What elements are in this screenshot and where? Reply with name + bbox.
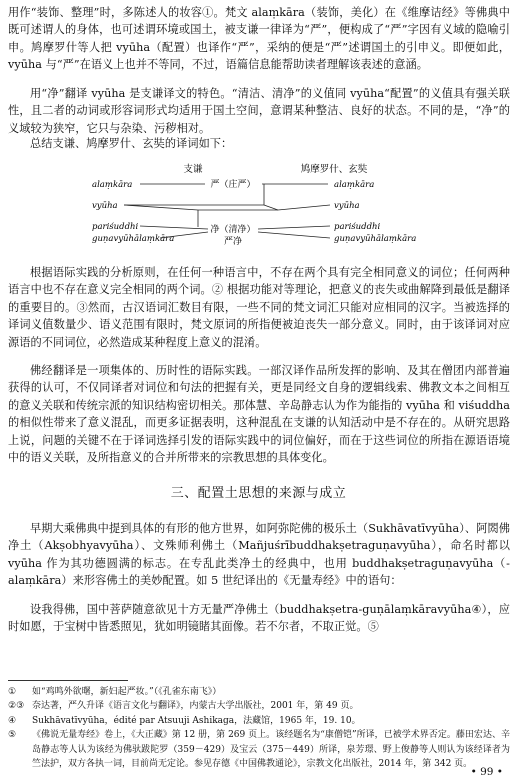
footnote-3	[8, 714, 510, 728]
connector-right-guna	[258, 232, 330, 238]
footnotes	[8, 685, 510, 771]
left-term-gunavyuhalamkara: guṇavyūhālaṃkāra	[92, 234, 175, 244]
diagram-right-title: 鸠摩罗什、玄奘	[300, 164, 368, 175]
footnote-text: 如“鸡鸣外欲曙，新妇起严妆。”（《孔雀东南飞》）	[32, 687, 222, 697]
diagram-mid-bottom-2: 严净	[223, 237, 243, 247]
right-term-vyuha: vyūha	[334, 201, 360, 211]
footnote-mark: ⑤	[8, 730, 17, 741]
footnote-mark: ②③	[8, 701, 25, 712]
diagram-mid-bottom-1: 净（清净）	[210, 225, 256, 235]
connector-right-parisuddhi	[258, 226, 330, 229]
connector-right-vyuha	[278, 205, 330, 210]
left-term-parisuddhi: pariśuddhi	[92, 222, 139, 232]
right-term-alamkara: alaṃkāra	[334, 180, 375, 190]
footnote-text: 《佛说无量寿经》卷上，《大正藏》第 12 册，第 269 页上。该经题名为“康僧铠”所译，已被学术界否定。藤田宏达、辛岛静志等人认为该经为佛驮跋陀罗（359－429）及宝云（375－449）所译，泉芳璟、野上俊静等人则认为该经译者为竺法护，双方各执一词，目前尚无定论。参见存德《中国佛教通论》，宗教文化出版社，2014 年，第 342 页。	[32, 730, 510, 770]
left-term-alamkara: alaṃkāra	[92, 180, 133, 190]
left-term-vyuha: vyūha	[92, 201, 118, 211]
section-heading: 三、配置土思想的来源与成立	[170, 486, 347, 501]
paragraph-2: 用“净”翻译 vyūha 是支谦译文的特色。“清洁、清净”的义值同 vyūha“配置”的义值具有强关联性，且二者的动词或形容词形式均适用于国土空间，意谓某种整洁、良好的状态。不同的是，“净”的义域较为狭窄，它只与杂染、污秽相对。	[8, 87, 510, 135]
scripture-quote: 设我得佛，国中菩萨随意欲见十方无量严净佛土（buddhakṣetra-guṇālaṃkāravyūha④），应时如愿，于宝树中皆悉照见，犹如明镜睹其面像。若不尔者，不取正觉。⑤	[8, 603, 510, 634]
paragraph-6: 早期大乘佛典中提到具体的有形的他方世界，如阿弥陀佛的极乐土（Sukhāvatīvyūha）、阿閦佛净土（Akṣobhyavyūha）、文殊师利佛土（Mañjuśrībuddhakṣetraguṇavyūha），命名时都以 vyūha 作为其功德圆满的标志。在专乱此类净土的经典中，也用 buddhakṣetraguṇavyūha（-alaṃkāra）来形容佛土的美妙配置。如 5 世纪译出的《无量寿经》中的语句：	[8, 522, 510, 588]
right-term-parisuddhi: pariśuddhi	[334, 222, 381, 232]
connector-left-vyuha-bend	[124, 205, 198, 210]
diagram-mid-top: 严（庄严）	[210, 180, 256, 190]
diagram-left-title: 支谦	[183, 164, 203, 175]
footnote-4	[8, 728, 510, 771]
footnote-rule	[8, 680, 128, 681]
paragraph-4: 根据语际实践的分析原则，在任何一种语言中，不存在两个具有完全相同意义的词位；任何两种语言中也不存在意义完全相同的两个词。② 根据功能对等理论，把意义的丧失或曲解降到最低是翻译的重要目的。③然而，古汉语词汇数目有限，一些不同的梵文词汇只能对应相同的汉字。当被选择的译词义值数量少、语义范围有限时，梵文原词的所指便被迫丧失一部分意义。同时，由于该译词对应源语的不同词位，必然造成某种程度上意义的混淆。	[8, 266, 510, 349]
footnote-text: 奈达著，严久升译《语言文化与翻译》，内蒙古大学出版社，2001 年，第 49 页。	[32, 701, 359, 712]
paragraph-5: 佛经翻译是一项集体的、历时性的语际实践。一部汉译作品所发挥的影响、及其在僧团内部普遍获得的认可，不仅同译者对词位和句法的把握有关，更是同经文自身的逻辑线索、佛教文本之间相互的意义关联和传统宗派的知识结构密切相关。那体慧、辛岛静志认为作为能指的 vyūha 和 viśuddha 的相似性带来了意义混乱，而更多证据表明，这种混乱在支谦的认知活动中是不存在的。从研究思路上说，问题的关键不在于译词选择引发的语际实践中的词位偏好，而在于这些词位的所指在源语语境中的语义关联，及所指意义的合并所带来的宗教思想的具体变化。	[8, 364, 510, 465]
page-number: • 99 •	[470, 766, 503, 778]
paragraph-1: 用作“装饰、整理”时，多陈述人的妆容①。梵文 alaṃkāra（装饰，美化）在《维摩诘经》等佛典中既可述谓人的身体，也可述谓环境或国土，被支谦一律译为“严”，便构成了“严”字因有义域的隐喻引申。鸠摩罗什等人把 vyūha（配置）也译作“严”，采纳的便是“严”述谓国土的引申义。即便如此，vyūha 与“严”在语义上也并不等同，不过，语篇信息能帮助读者理解该表述的意涵。	[8, 6, 510, 72]
connector-vyuha-join	[264, 205, 278, 210]
footnote-2	[8, 699, 510, 713]
right-term-gunavyuhalamkara: guṇavyūhālaṃkāra	[334, 234, 417, 244]
paragraph-3: 总结支谦、鸠摩罗什、玄奘的译词如下：	[30, 137, 233, 150]
footnote-text: Sukhāvatīvyūha，édité par Atsuuji Ashikaga，法藏馆，1965 年，19. 10。	[32, 715, 361, 726]
footnote-mark: ①	[8, 687, 17, 697]
footnote-mark: ④	[8, 715, 17, 726]
footnote-1	[8, 685, 510, 699]
translation-diagram	[0, 162, 517, 248]
